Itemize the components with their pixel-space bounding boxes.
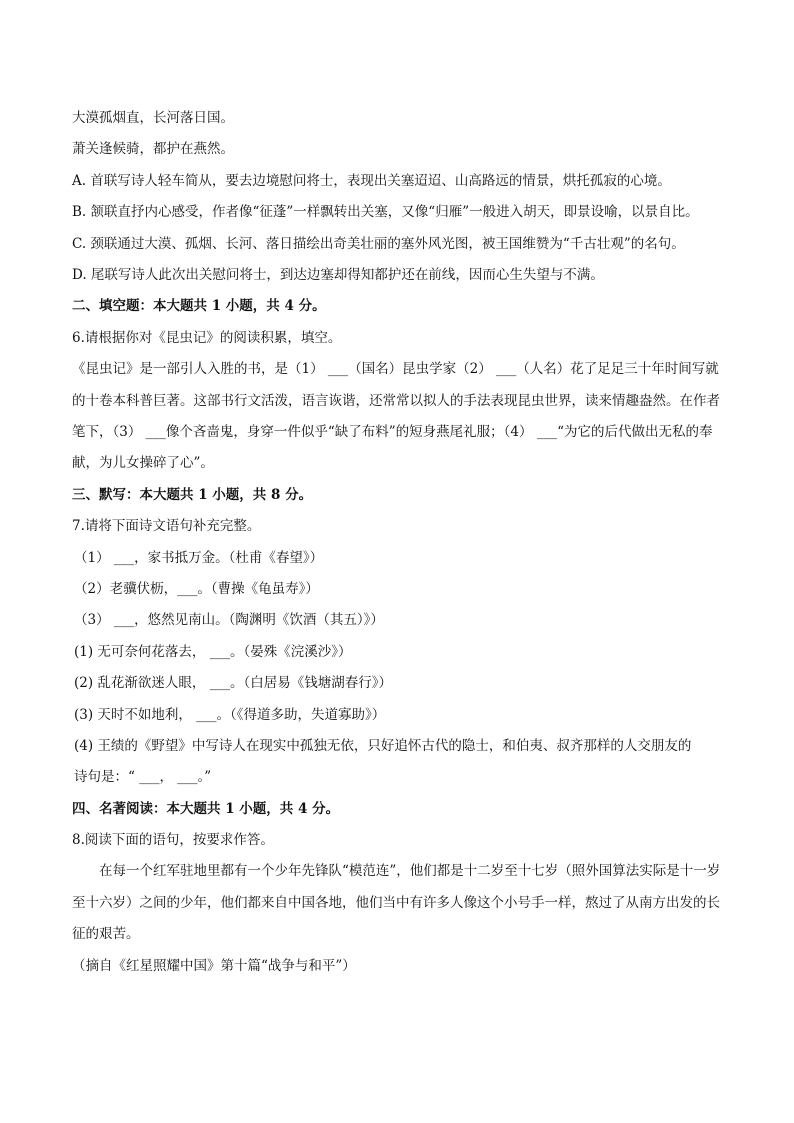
reading-passage: 在每一个红军驻地里都有一个少年先锋队“模范连”，他们都是十二岁至十七岁（照外国算法实际是十一岁至十六岁）之间的少年，他们都来自中国各地，他们当中有许多人像这个小号手一样，熬过了从南方出发的长征的艰苦。 bbox=[72, 863, 721, 943]
fill-item: (1) 无可奈何花落去， ___。（晏殊《浣溪沙》） bbox=[74, 643, 352, 660]
fill-item: （2）老骥伏枥，___。（曹操《龟虽寿》） bbox=[74, 580, 319, 597]
section-heading: 四、名著阅读：本大题共 1 小题，共 4 分。 bbox=[72, 800, 340, 817]
section-heading: 二、填空题：本大题共 1 小题，共 4 分。 bbox=[72, 298, 326, 315]
fill-item: （3） ___，悠然见南山。（陶渊明《饮酒（其五）》） bbox=[74, 612, 384, 629]
question-6-paragraph: 《昆虫记》是一部引人入胜的书，是（1） ___（国名）昆虫学家（2） ___（人名）花了足足三十年时间写就的十卷本科普巨著。这部书行文活泼，语言诙谐，还常常以拟人的手法表现昆虫世界，读来情趣盎然。在作者笔下，（3） ___像个吝啬鬼，身穿一件似乎“缺了布料”的短身燕尾礼服；（4） ___“为它的后代做出无私的奉献，为儿女操碎了心”。 bbox=[72, 361, 720, 472]
passage-source: （摘自《红星照耀中国》第十篇“战争与和平”） bbox=[72, 957, 356, 974]
poem-line: 大漠孤烟直，长河落日国。 bbox=[72, 110, 234, 126]
option-a: A. 首联写诗人轻车简从，要去边境慰问将士，表现出关塞迢迢、山高路远的情景，烘托孤寂的心境。 bbox=[72, 172, 671, 189]
question-6: 6.请根据你对《昆虫记》的阅读积累，填空。 bbox=[72, 329, 342, 346]
question-7: 7.请将下面诗文语句补充完整。 bbox=[72, 518, 261, 535]
poem-line: 萧关逢候骑，都护在燕然。 bbox=[72, 141, 234, 158]
option-d: D. 尾联写诗人此次出关慰问将士，到达边塞却得知都护还在前线，因而心生失望与不满。 bbox=[72, 266, 604, 283]
fill-item: (4) 王绩的《野望》中写诗人在现实中孤独无依，只好追怀古代的隐士，和伯夷、叔齐那样的人交朋友的 bbox=[74, 737, 692, 754]
section-heading: 三、默写：本大题共 1 小题，共 8 分。 bbox=[72, 486, 313, 503]
fill-item: (3) 天时不如地利， ___。（《得道多助，失道寡助》） bbox=[74, 706, 386, 723]
question-8: 8.阅读下面的语句，按要求作答。 bbox=[72, 832, 274, 849]
fill-item: (2) 乱花渐欲迷人眼， ___。（白居易《钱塘湖春行》） bbox=[74, 675, 392, 692]
option-b: B. 颔联直抒内心感受，作者像“征蓬”一样飘转出关塞，又像“归雁”一般进入胡天，即景设喻，以景自比。 bbox=[72, 204, 699, 221]
document-page bbox=[72, 103, 722, 982]
fill-item: 诗句是：“ ___， ___。” bbox=[74, 769, 212, 786]
option-c: C. 颈联通过大漠、孤烟、长河、落日描绘出奇美壮丽的塞外风光图，被王国维赞为“千古壮观”的名句。 bbox=[72, 235, 685, 252]
fill-item: （1） ___，家书抵万金。（杜甫《春望》） bbox=[74, 549, 324, 566]
